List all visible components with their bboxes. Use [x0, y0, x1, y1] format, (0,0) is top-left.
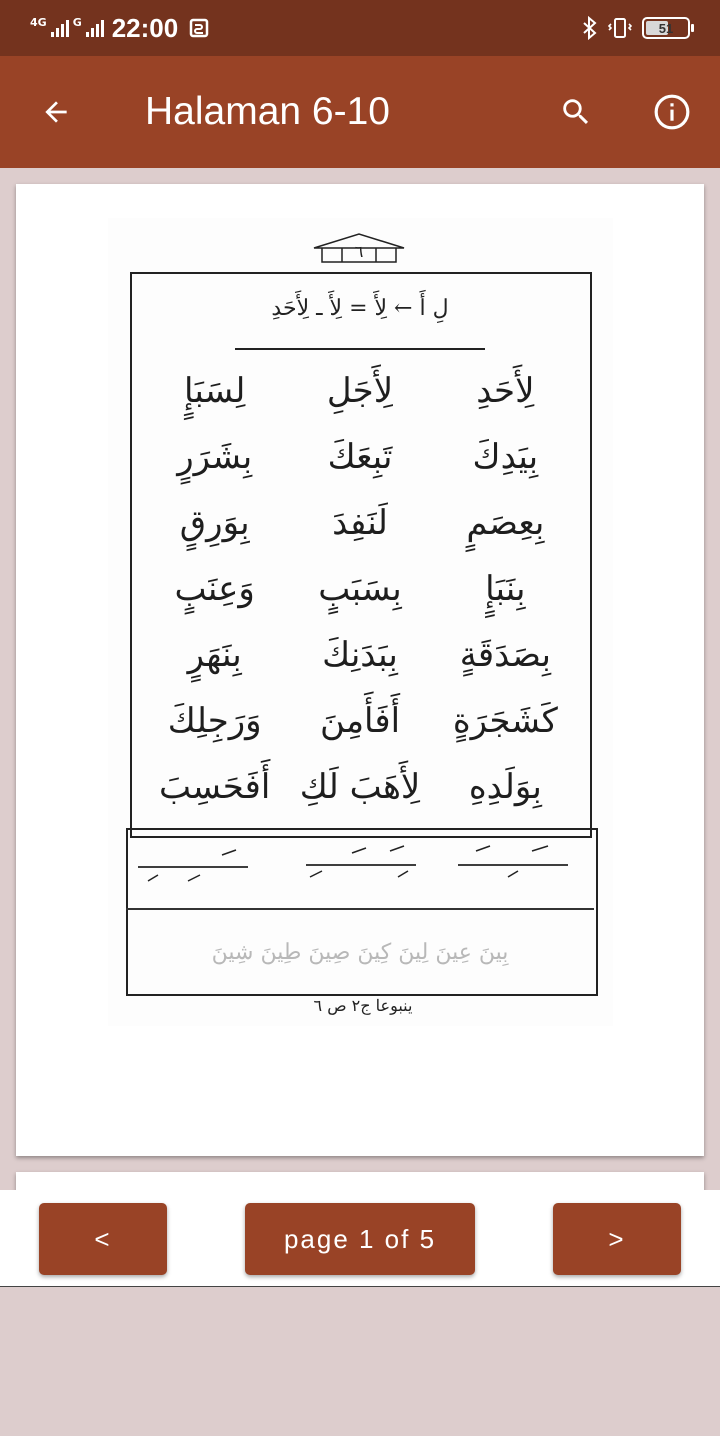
arabic-word: بِيَدِكَ — [472, 437, 539, 477]
clock: 22:00 — [111, 12, 179, 43]
back-button[interactable] — [28, 84, 84, 140]
vibrate-icon — [608, 16, 632, 40]
arabic-word: لِأَجَلِ — [326, 371, 394, 411]
page-title: Halaman 6-10 — [145, 90, 390, 133]
arabic-word: كَشَجَرَةٍ — [452, 701, 558, 741]
pdf-viewer[interactable] — [0, 168, 720, 1190]
diacritic-marks — [458, 843, 568, 893]
arabic-word: لِسَبَإٍ — [184, 371, 246, 411]
app-bar — [0, 56, 720, 168]
page-footer-reference: ينبوعا ج٢ ص ٦ — [313, 996, 413, 1015]
arrow-back-icon — [40, 96, 72, 128]
diacritic-marks — [306, 843, 416, 893]
battery-icon — [642, 17, 690, 39]
status-bar — [0, 0, 720, 56]
lesson-header: لِ أَ ← لِأَ = لِأَ ـ لِأَحَدِ — [271, 296, 449, 321]
next-page-button[interactable]: > — [553, 1203, 681, 1275]
arabic-word: بِشَرَرٍ — [177, 437, 253, 477]
arabic-word: بِعِصَمٍ — [466, 503, 545, 543]
arabic-word: بِنَهَرٍ — [187, 635, 242, 675]
prev-page-button[interactable]: < — [39, 1203, 167, 1275]
pdf-page — [16, 184, 704, 1156]
practice-strokes — [132, 843, 588, 893]
battery-level: 51 — [658, 20, 674, 36]
diacritic-marks — [138, 843, 248, 893]
arabic-word: بِصَدَقَةٍ — [459, 635, 551, 675]
arabic-word: بِنَبَإٍ — [485, 569, 526, 609]
search-button[interactable] — [548, 84, 604, 140]
network-type-2: G — [72, 15, 82, 29]
signal-icon — [51, 19, 69, 37]
screenshot-icon — [188, 17, 210, 39]
search-icon — [559, 95, 593, 129]
arabic-word: بِوَرِقٍ — [179, 503, 250, 543]
arabic-word: لِأَهَبَ لَكِ — [299, 767, 421, 807]
stroke-group — [458, 843, 568, 883]
arabic-word: بِبَدَنِكَ — [322, 635, 398, 675]
arabic-word: وَعِنَبٍ — [174, 569, 255, 609]
arabic-word: بِوَلَدِهِ — [468, 767, 542, 807]
status-left — [30, 12, 210, 44]
header-underline — [235, 348, 485, 350]
arabic-word: وَرَجِلِكَ — [167, 701, 262, 741]
battery-tip — [691, 24, 694, 32]
signal-icon — [86, 19, 104, 37]
page-number: ٦ — [354, 242, 364, 261]
arabic-word: أَفَحَسِبَ — [159, 767, 271, 807]
arabic-word: لِأَحَدِ — [476, 371, 535, 411]
arabic-word: بِسَبَبٍ — [318, 569, 402, 609]
arabic-word: تَبِعَكَ — [327, 437, 393, 477]
page-indicator-button[interactable]: page 1 of 5 — [245, 1203, 475, 1275]
network-type-1: 4G — [30, 15, 47, 29]
stroke-group — [138, 843, 248, 883]
status-right — [582, 14, 690, 42]
arabic-word: لَنَفِدَ — [332, 503, 388, 543]
word-grid — [142, 358, 578, 820]
arabic-word: أَفَأَمِنَ — [319, 701, 401, 741]
stroke-group — [306, 843, 416, 883]
info-button[interactable] — [644, 84, 700, 140]
page-navigation — [0, 1190, 720, 1287]
scanned-page-image — [108, 218, 613, 1026]
page-number-badge — [312, 232, 406, 272]
tracing-line: بِينَ عِينَ لِينَ كِينَ صِينَ طِينَ شِينَ — [211, 940, 509, 965]
info-icon — [653, 93, 691, 131]
practice-divider — [126, 908, 594, 910]
next-pdf-page — [16, 1172, 704, 1190]
bluetooth-icon — [582, 16, 598, 40]
